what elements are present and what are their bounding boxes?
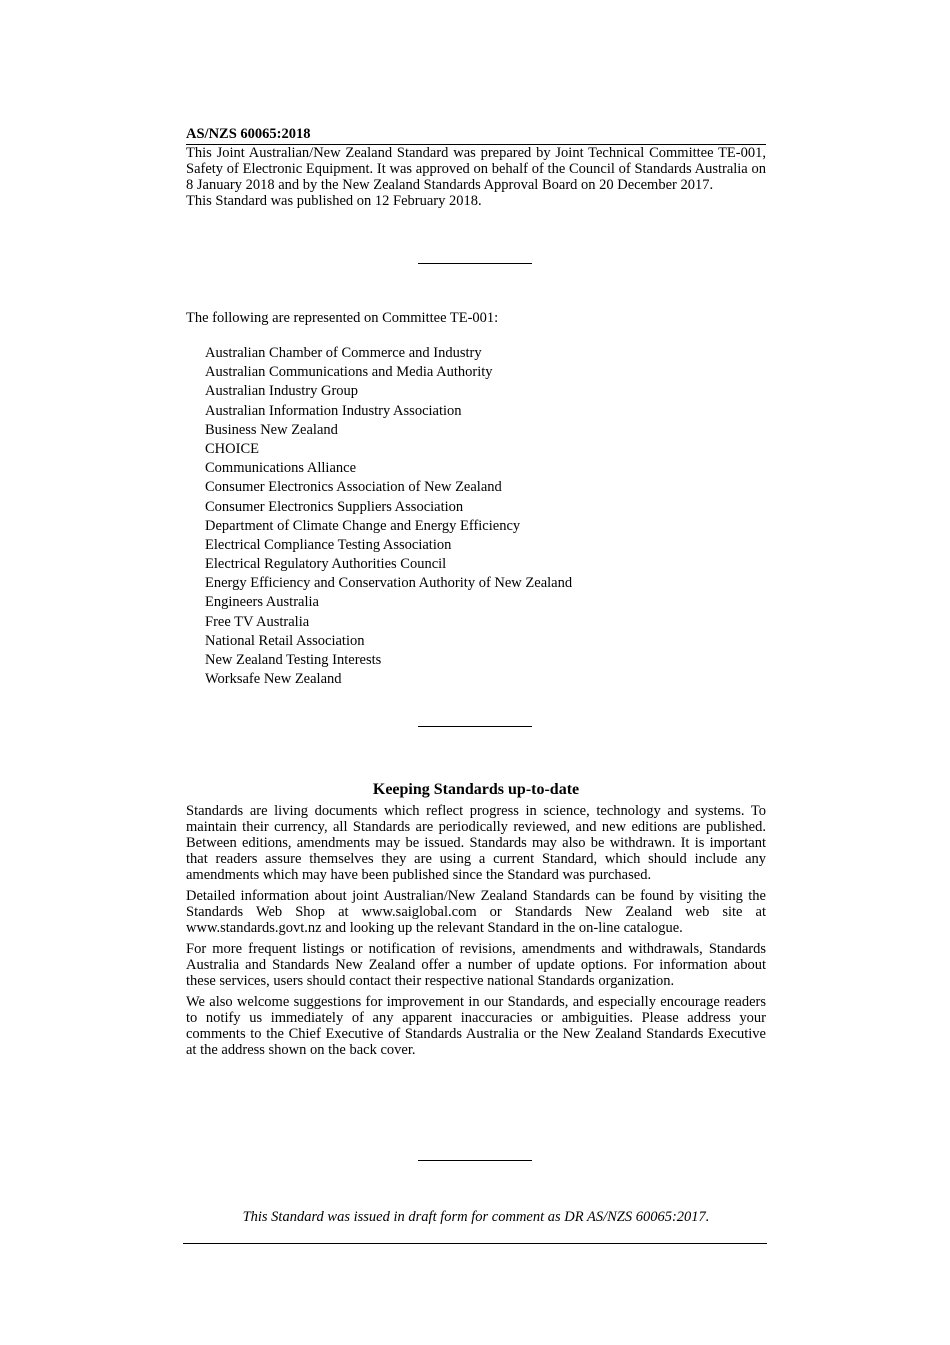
organization-item: Australian Communications and Media Authority	[205, 364, 493, 381]
section-divider	[418, 1160, 532, 1161]
committee-intro: The following are represented on Committee TE-001:	[186, 310, 499, 326]
organization-item: Communications Alliance	[205, 460, 357, 477]
organization-item: Consumer Electronics Suppliers Association	[205, 498, 464, 515]
organization-item: Australian Chamber of Commerce and Industry	[205, 345, 482, 361]
organization-item: Business New Zealand	[205, 421, 338, 438]
organization-item: Electrical Compliance Testing Association	[205, 536, 452, 553]
committee-organization-list	[205, 344, 572, 689]
organization-item: Department of Climate Change and Energy Efficiency	[205, 517, 521, 534]
organization-item: Australian Information Industry Association	[205, 402, 462, 419]
preparation-paragraph: This Joint Australian/New Zealand Standard was prepared by Joint Technical Committee TE-001, Safety of Electronic Equipment. It was approved on behalf of the Council of Standards Australia on 8 January 2018 and by the New Zealand Standards Approval Board on 20 December 2017.	[186, 145, 766, 193]
standard-number: AS/NZS 60065:2018	[186, 126, 311, 142]
organization-item: Worksafe New Zealand	[205, 671, 342, 688]
organization-item: National Retail Association	[205, 632, 365, 649]
keeping-paragraph: For more frequent listings or notification of revisions, amendments and withdrawals, Standards Australia and Standards New Zealand offer a number of update options. For information about these services, users should contact their respective national Standards organization.	[186, 941, 766, 989]
organization-item: Consumer Electronics Association of New Zealand	[205, 479, 502, 496]
organization-item: New Zealand Testing Interests	[205, 652, 382, 668]
keeping-paragraph: Standards are living documents which reflect progress in science, technology and systems. To maintain their currency, all Standards are periodically reviewed, and new editions are published. Between editions, amendments may be issued. Standards may also be withdrawn. It is important that readers assure themselves they are using a current Standard, which should include any amendments which may have been published since the Standard was purchased.	[186, 803, 766, 883]
publication-date: This Standard was published on 12 February 2018.	[186, 193, 482, 209]
footer-rule	[183, 1243, 767, 1244]
keeping-paragraph: We also welcome suggestions for improvement in our Standards, and especially encourage readers to notify us immediately of any apparent inaccuracies or ambiguities. Please address your comments to the Chief Executive of Standards Australia or the New Zealand Standards Executive at the address shown on the back cover.	[186, 994, 766, 1058]
organization-item: Australian Industry Group	[205, 383, 359, 400]
keeping-standards-heading: Keeping Standards up-to-date	[372, 781, 580, 798]
draft-note: This Standard was issued in draft form for comment as DR AS/NZS 60065:2017.	[242, 1209, 710, 1225]
section-divider	[418, 726, 532, 727]
organization-item: Electrical Regulatory Authorities Council	[205, 556, 447, 573]
organization-item: Energy Efficiency and Conservation Authority of New Zealand	[205, 575, 573, 592]
organization-item: Engineers Australia	[205, 594, 319, 611]
organization-item: CHOICE	[205, 440, 259, 457]
section-divider	[418, 263, 532, 264]
preparation-block	[186, 145, 766, 209]
keeping-paragraph: Detailed information about joint Australian/New Zealand Standards can be found by visiting the Standards Web Shop at www.saiglobal.com or Standards New Zealand web site at www.standards.govt.nz and looking up the relevant Standard in the on-line catalogue.	[186, 888, 766, 936]
keeping-standards-body	[186, 803, 766, 1063]
organization-item: Free TV Australia	[205, 613, 310, 630]
